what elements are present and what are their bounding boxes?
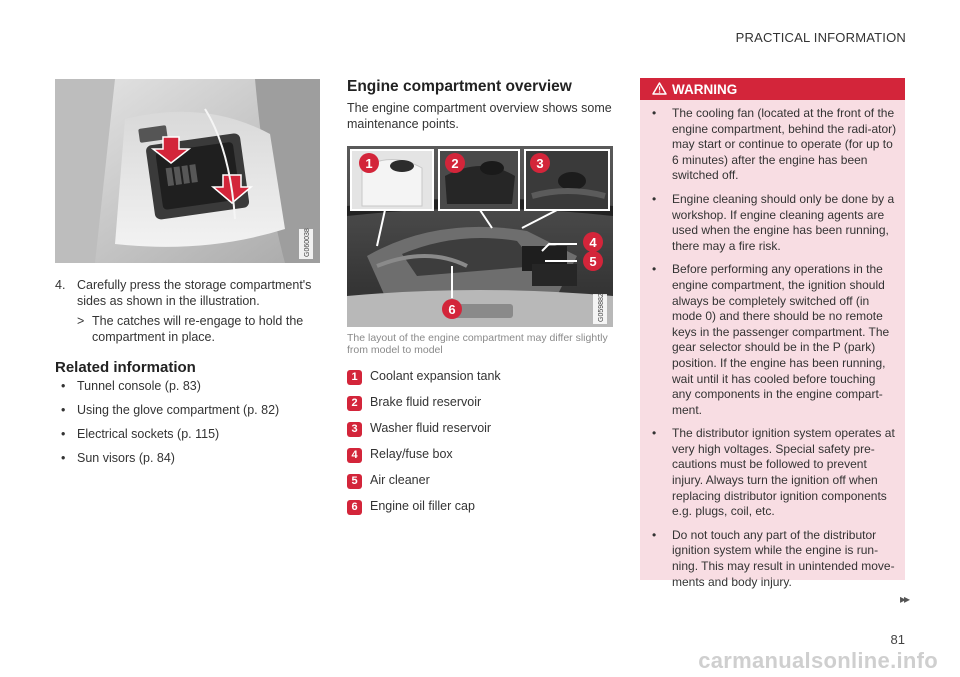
result-arrow: > [77, 314, 85, 328]
number-badge: 6 [347, 500, 362, 515]
result-text: The catches will re-engage to hold the compartment in place. [92, 314, 304, 344]
engine-compartment-illustration [347, 146, 613, 327]
legend-label: Brake fluid reservoir [370, 395, 482, 409]
warning-text: The distributor ignition system operates at very high voltages. Special safety pre-cautions must be followed to prevent injury. Always turn the ignition off when replacing distributor ignition components e.g. plugs, coil, etc. [672, 426, 895, 519]
storage-compartment-photo [55, 79, 320, 263]
warning-item [648, 426, 897, 520]
bullet-icon: • [61, 451, 66, 465]
related-link[interactable] [55, 402, 320, 418]
callout-3: 3 [536, 156, 544, 171]
callout-6: 6 [448, 302, 456, 317]
bullet-icon: • [652, 426, 657, 441]
storage-compartment-illustration [55, 79, 320, 263]
legend-item [347, 472, 613, 498]
next-page-arrows-icon[interactable]: ▸▸ [899, 592, 908, 606]
step-number: 4. [55, 278, 66, 292]
legend-item [347, 394, 613, 420]
callout-4: 4 [589, 235, 597, 250]
left-column [55, 79, 320, 474]
related-link-text[interactable]: Tunnel console (p. 83) [77, 379, 201, 393]
step-4 [55, 277, 320, 309]
warning-item [648, 262, 897, 418]
number-badge: 2 [347, 396, 362, 411]
section-heading: Engine compartment overview [347, 78, 572, 95]
legend-label: Coolant expansion tank [370, 369, 501, 383]
warning-header [640, 78, 905, 100]
related-link[interactable] [55, 426, 320, 442]
legend-label: Relay/fuse box [370, 447, 453, 461]
middle-column [347, 78, 613, 524]
engine-compartment-photo [347, 146, 613, 327]
legend-item [347, 420, 613, 446]
legend-item [347, 446, 613, 472]
number-badge: 4 [347, 448, 362, 463]
legend-label: Washer fluid reservoir [370, 421, 492, 435]
callout-5: 5 [589, 254, 597, 269]
warning-text: Before performing any operations in the engine compartment, the ignition should always be completely switched off (in mode 0) and there should be no remote keys in the passenger compartment. The gear selector should be in the P (park) position. If the engine has been running, wait until it has cooled before touching any components in the engine compart-ment. [672, 262, 890, 417]
related-link[interactable] [55, 378, 320, 394]
related-link-text[interactable]: Sun visors (p. 84) [77, 451, 175, 465]
warning-item [648, 106, 897, 184]
image-code-label: G059882 [598, 293, 605, 322]
section-intro: The engine compartment overview shows some maintenance points. [347, 101, 612, 131]
warning-title: WARNING [672, 81, 738, 97]
related-link-text[interactable]: Using the glove compartment (p. 82) [77, 403, 280, 417]
warning-triangle-icon [652, 82, 667, 95]
bullet-icon: • [61, 379, 66, 393]
warning-item [648, 192, 897, 254]
legend-item [347, 368, 613, 394]
image-caption: The layout of the engine compartment may differ slightly from model to model [347, 332, 608, 356]
warning-box [640, 78, 905, 589]
warning-text: The cooling fan (located at the front of the engine compartment, behind the radi-ator) may start or continue to operate (for up to 6 minutes) after the engine has been switched off. [672, 106, 897, 183]
bullet-icon: • [61, 427, 66, 441]
image-code-label: G060038 [304, 228, 311, 257]
legend-item [347, 498, 613, 524]
bullet-icon: • [652, 191, 657, 206]
warning-text: Do not touch any part of the distributor ignition system while the engine is run-ning. This may result in unintended move-ments and body injury. [672, 527, 895, 589]
callout-2: 2 [451, 156, 459, 171]
component-legend [347, 368, 613, 524]
bullet-icon: • [652, 262, 657, 277]
warning-list [640, 100, 905, 590]
number-badge: 5 [347, 474, 362, 489]
warning-item [648, 528, 897, 590]
step-text: Carefully press the storage compartment's sides as shown in the illustration. [77, 278, 312, 308]
bullet-icon: • [652, 106, 657, 120]
related-links-list [55, 378, 320, 466]
running-header: PRACTICAL INFORMATION [735, 30, 906, 45]
number-badge: 3 [347, 422, 362, 437]
warning-text: Engine cleaning should only be done by a workshop. If engine cleaning agents are used when the engine has been running, there may a fire risk. [672, 191, 895, 253]
page-number: 81 [890, 632, 905, 647]
related-link-text[interactable]: Electrical sockets (p. 115) [77, 427, 220, 441]
callout-1: 1 [365, 156, 373, 171]
related-information-heading: Related information [55, 359, 196, 376]
number-badge: 1 [347, 370, 362, 385]
watermark: carmanualsonline.info [698, 648, 938, 673]
step-result [55, 313, 320, 345]
related-link[interactable] [55, 450, 320, 466]
legend-label: Engine oil filler cap [370, 499, 475, 513]
legend-label: Air cleaner [370, 473, 430, 487]
bullet-icon: • [652, 527, 657, 542]
bullet-icon: • [61, 403, 66, 417]
